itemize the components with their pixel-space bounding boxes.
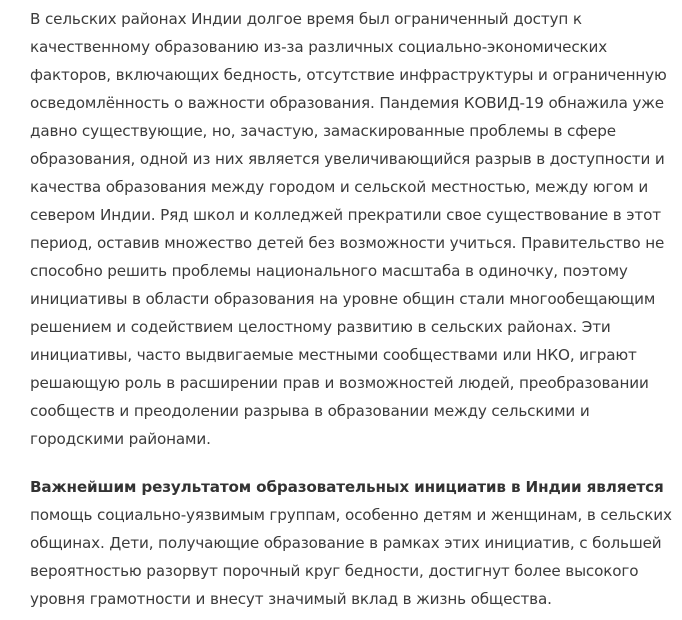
text-line: инициативы, часто выдвигаемые местными сообществами или НКО, играют [30, 346, 637, 364]
text-line: решением и содействием целостному развитию в сельских районах. Эти [30, 318, 611, 336]
text-line: общинах. Дети, получающие образование в рамках этих инициатив, с большей [30, 534, 662, 552]
text-line: осведомлённость о важности образования. Пандемия КОВИД-19 обнажила уже [30, 94, 664, 112]
text-line: качества образования между городом и сельской местностью, между югом и [30, 178, 649, 196]
text-line: качественному образованию из-за различных социально-экономических [30, 38, 608, 56]
text-line: помощь социально-уязвимым группам, особенно детям и женщинам, в сельских [30, 506, 672, 524]
article-body [30, 5, 678, 613]
text-line: уровня грамотности и внесут значимый вклад в жизнь общества. [30, 590, 552, 608]
text-line: давно существующие, но, зачастую, замаскированные проблемы в сфере [30, 122, 616, 140]
text-line: вероятностью разорвут порочный круг бедности, достигнут более высокого [30, 562, 639, 580]
text-line: образования, одной из них является увеличивающийся разрыв в доступности и [30, 150, 665, 168]
text-line: факторов, включающих бедность, отсутствие инфраструктуры и ограниченную [30, 66, 667, 84]
text-line: способно решить проблемы национального масштаба в одиночку, поэтому [30, 262, 628, 280]
text-line: севером Индии. Ряд школ и колледжей прекратили свое существование в этот [30, 206, 661, 224]
text-line: сообществ и преодолении разрыва в образовании между сельскими и [30, 402, 590, 420]
text-line: В сельских районах Индии долгое время был ограниченный доступ к [30, 10, 582, 28]
paragraph-1 [30, 5, 678, 453]
paragraph-2 [30, 473, 678, 613]
text-line: инициативы в области образования на уровне общин стали многообещающим [30, 290, 656, 308]
text-line: период, оставив множество детей без возможности учиться. Правительство не [30, 234, 665, 252]
text-line: решающую роль в расширении прав и возможностей людей, преобразовании [30, 374, 649, 392]
bold-lead-sentence: Важнейшим результатом образовательных инициатив в Индии является [30, 478, 664, 496]
text-line: городскими районами. [30, 430, 211, 448]
